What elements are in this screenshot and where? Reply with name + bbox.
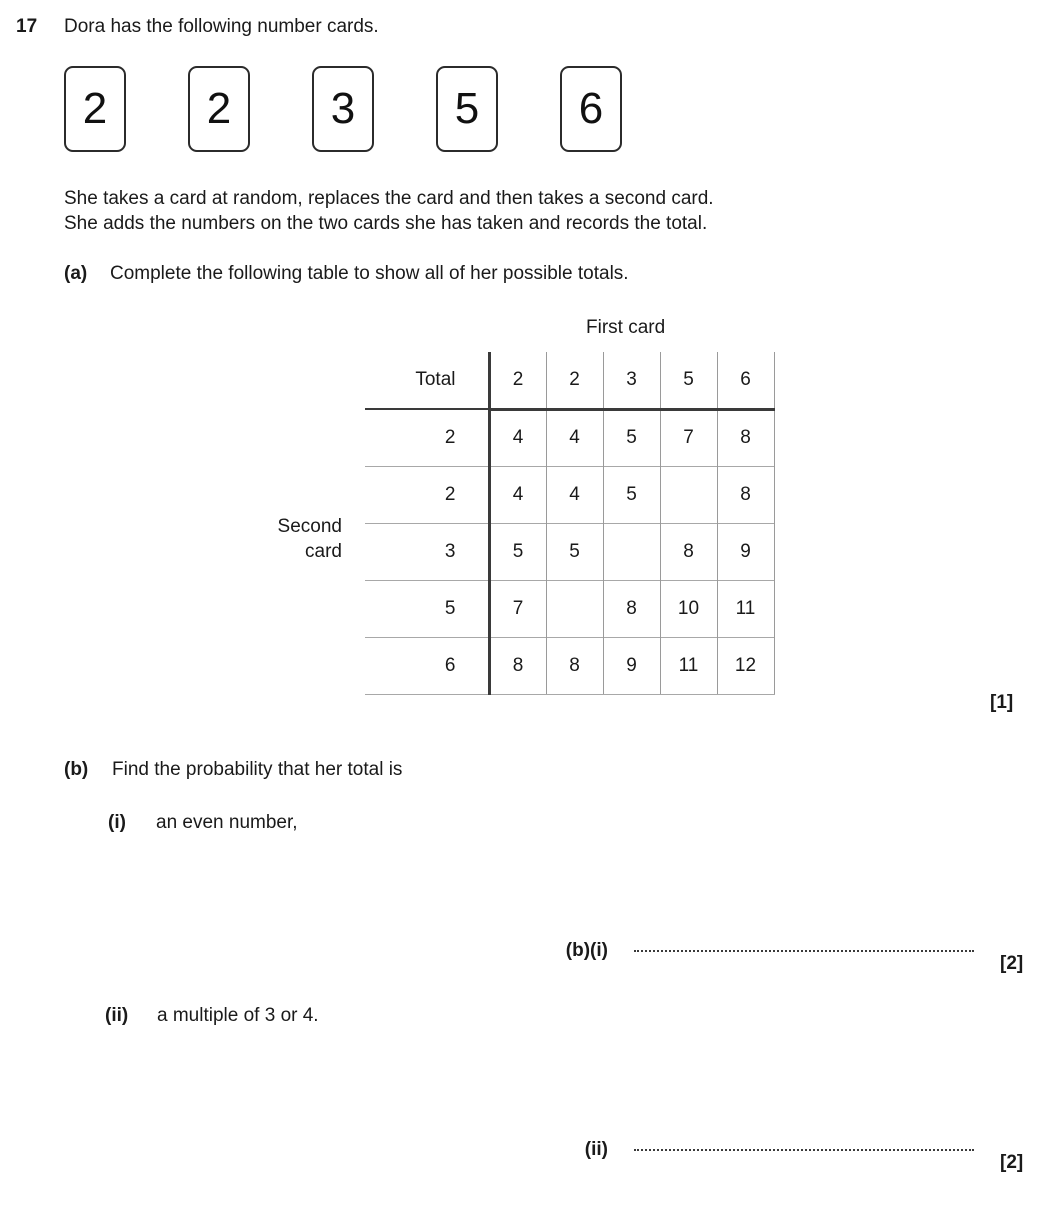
table-cell-empty[interactable] — [546, 580, 603, 637]
table-cell-empty[interactable] — [603, 523, 660, 580]
description-line-1: She takes a card at random, replaces the card and then takes a second card. — [64, 188, 714, 209]
description-line-2: She adds the numbers on the two cards she has taken and records the total. — [64, 213, 708, 234]
marks-part-b-ii: [2] — [1000, 1152, 1024, 1173]
table-col-header: 5 — [660, 352, 717, 409]
table-row-axis-title-line-1: Second — [277, 516, 342, 537]
answer-tag-b-ii: (ii) — [584, 1139, 608, 1160]
table-row — [365, 409, 774, 466]
part-a — [64, 263, 629, 285]
table-row-header: 2 — [365, 409, 489, 466]
table-row-header: 3 — [365, 523, 489, 580]
table-row — [365, 523, 774, 580]
question-stem: Dora has the following number cards. — [64, 16, 379, 37]
table-col-header: 6 — [717, 352, 774, 409]
answer-dotted-line[interactable] — [634, 1148, 974, 1151]
part-b-i-text: an even number, — [156, 812, 298, 833]
marks-part-b-i: [2] — [1000, 953, 1024, 974]
part-b-i — [108, 812, 298, 834]
table-cell[interactable]: 10 — [660, 580, 717, 637]
table-row — [365, 637, 774, 694]
table-cell[interactable]: 8 — [717, 409, 774, 466]
number-card-value: 3 — [330, 84, 356, 133]
number-card-value: 5 — [454, 84, 480, 133]
table-row — [365, 466, 774, 523]
answer-dotted-line[interactable] — [634, 949, 974, 952]
table-col-header: 3 — [603, 352, 660, 409]
table-row-header: 5 — [365, 580, 489, 637]
answer-line-b-ii — [538, 1139, 974, 1161]
table-cell[interactable]: 8 — [546, 637, 603, 694]
table-cell[interactable]: 9 — [603, 637, 660, 694]
marks-part-a: [1] — [990, 692, 1014, 713]
number-card — [312, 66, 374, 152]
number-card-value: 6 — [578, 84, 604, 133]
number-card — [560, 66, 622, 152]
question-description — [64, 186, 714, 236]
part-b-ii — [105, 1005, 319, 1027]
table-row-axis-title — [258, 514, 342, 564]
part-b — [64, 759, 402, 781]
part-b-text: Find the probability that her total is — [112, 759, 403, 780]
table-cell[interactable]: 8 — [717, 466, 774, 523]
table-cell[interactable]: 4 — [546, 466, 603, 523]
table-cell[interactable]: 7 — [489, 580, 546, 637]
table-cell[interactable]: 8 — [603, 580, 660, 637]
table-cell[interactable]: 8 — [489, 637, 546, 694]
table-row-header: 6 — [365, 637, 489, 694]
table-row-axis-title-line-2: card — [305, 541, 342, 562]
table-cell[interactable]: 5 — [603, 409, 660, 466]
table-cell[interactable]: 4 — [546, 409, 603, 466]
table-cell[interactable]: 5 — [489, 523, 546, 580]
part-a-label: (a) — [64, 263, 88, 284]
part-a-text: Complete the following table to show all of her possible totals. — [110, 263, 629, 284]
table-cell-empty[interactable] — [660, 466, 717, 523]
table-cell[interactable]: 8 — [660, 523, 717, 580]
table-col-header: 2 — [489, 352, 546, 409]
table-cell[interactable]: 9 — [717, 523, 774, 580]
table-corner-label: Total — [365, 352, 489, 409]
part-b-ii-text: a multiple of 3 or 4. — [157, 1005, 319, 1026]
number-card — [436, 66, 498, 152]
totals-table — [365, 352, 775, 695]
question-heading — [16, 16, 379, 38]
table-cell[interactable]: 11 — [717, 580, 774, 637]
table-col-header: 2 — [546, 352, 603, 409]
table-cell[interactable]: 5 — [603, 466, 660, 523]
number-card — [64, 66, 126, 152]
table-cell[interactable]: 12 — [717, 637, 774, 694]
answer-line-b-i — [538, 940, 974, 962]
table-cell[interactable]: 4 — [489, 466, 546, 523]
number-card-value: 2 — [206, 84, 232, 133]
part-b-ii-label: (ii) — [105, 1005, 129, 1026]
part-b-i-label: (i) — [108, 812, 126, 833]
answer-tag-b-i: (b)(i) — [565, 940, 608, 961]
table-row — [365, 580, 774, 637]
table-cell[interactable]: 7 — [660, 409, 717, 466]
table-cell[interactable]: 5 — [546, 523, 603, 580]
table-row-header: 2 — [365, 466, 489, 523]
question-number: 17 — [16, 16, 38, 37]
table-column-axis-title: First card — [586, 317, 666, 338]
table-cell[interactable]: 11 — [660, 637, 717, 694]
part-b-label: (b) — [64, 759, 89, 780]
table-cell[interactable]: 4 — [489, 409, 546, 466]
table-header-row — [365, 352, 774, 409]
number-cards-group — [64, 66, 622, 152]
number-card — [188, 66, 250, 152]
number-card-value: 2 — [82, 84, 108, 133]
